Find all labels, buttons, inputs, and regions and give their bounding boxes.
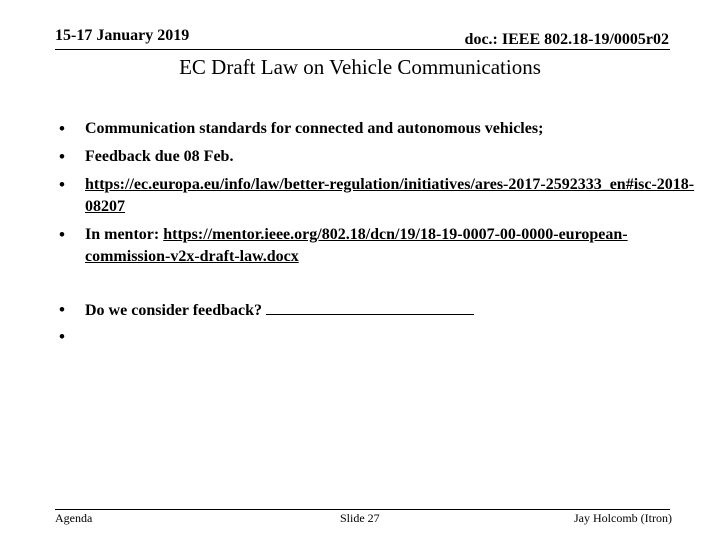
slide-title: EC Draft Law on Vehicle Communications <box>179 55 541 79</box>
mentor-label: In mentor: <box>85 226 160 243</box>
bullet-item-feedback-due <box>55 146 695 168</box>
bullet-item-mentor <box>55 224 695 268</box>
bullet-dot-icon: • <box>59 147 65 166</box>
bullet-text-feedback-due: Feedback due 08 Feb. <box>85 148 234 165</box>
bullet-item-standards <box>55 118 695 140</box>
footer-author: Jay Holcomb (Itron) <box>574 511 672 525</box>
bullet-text-standards: Communication standards for connected and autonomous vehicles; <box>85 120 544 137</box>
header-doc-id: doc.: IEEE 802.18-19/0005r02 <box>464 31 669 48</box>
bullet-list <box>55 118 695 346</box>
bullet-item-ec-link <box>55 174 695 218</box>
mentor-link[interactable]: https://mentor.ieee.org/802.18/dcn/19/18-19-0007-00-0000-european-commission-v2x-draft-law.docx <box>85 226 628 265</box>
footer-left-label: Agenda <box>55 511 93 525</box>
footer-slide-number: Slide 27 <box>340 511 380 525</box>
bullet-dot-icon: • <box>59 327 65 346</box>
bullet-dot-icon: • <box>59 300 65 319</box>
footer-rule <box>55 509 670 510</box>
fill-in-blank-line <box>266 299 474 315</box>
header-date: 15-17 January 2019 <box>55 27 190 44</box>
bullet-dot-icon: • <box>59 175 65 194</box>
consider-feedback-text: Do we consider feedback? <box>85 302 263 319</box>
bullet-dot-icon: • <box>59 225 65 244</box>
ec-europa-link[interactable]: https://ec.europa.eu/info/law/better-regulation/initiatives/ares-2017-2592333_en#isc-2018-08207 <box>85 176 695 215</box>
bullet-dot-icon: • <box>59 119 65 138</box>
header-rule <box>55 49 670 50</box>
bullet-item-consider-feedback <box>55 299 695 322</box>
